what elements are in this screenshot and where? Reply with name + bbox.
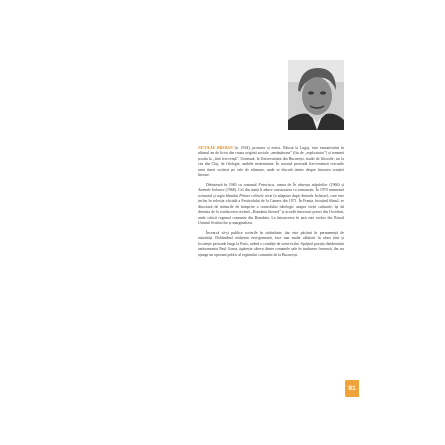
work-title: Animale bolnave — [198, 188, 225, 193]
paragraph-2-text: , urmat de — [274, 182, 293, 187]
paragraph-1-text: (n. 1934), prozator și eseist. Născut la Lugoj, este exmatriculat în ultimul an de liceu din cauza originii sociale „nesănătoase” (fiu de „exploatator”) și termină școala la „fără frecvență”. Urmează, la Universitatea din București, studii de filosofie, iar la cea din Cluj, de filologie, ambele neterminate. În această perioadă frecventează cercurile unor tineri scriitori pe cale de afirmare, unde se discută intens despre înnoirea creației literare. — [198, 146, 344, 178]
work-title: În absența stăpânilor — [292, 182, 328, 187]
paragraph-2-text: ), care este inclus în selecția oficială a Festivalului de la Cannes din 1971. În Franța, însoțind filmul, se disociază de măsurile de înăsprire a controlului ideologic asupra vieții culturale, își dă demisia de la conducerea revistei „România literară” și acordă interviuri presei din Occident, unde critică regimul comunist din România. La întoarcerea în țară este exclus din Biroul Uniunii Scriitorilor și marginalizat. — [198, 193, 344, 226]
body-text — [198, 146, 344, 262]
paragraph-2-text: (o adaptare după — [272, 193, 301, 198]
author-name: NICOLAE BREBAN — [198, 146, 233, 150]
author-portrait-photo — [288, 60, 344, 130]
work-title: Animale bolnave — [300, 193, 328, 198]
work-title: Francisca — [258, 182, 275, 187]
paragraph-2 — [198, 183, 344, 227]
portrait-image — [288, 60, 344, 130]
paragraph-1 — [198, 146, 344, 179]
paragraph-3-text: Încearcă să-și publice scrierile în străinătate, dar este păcănit în permanență de autorități. Dobândind cetățenia vest-germană, face mai multe călătorii în afara țării și locuiește perioade lungi la Paris, având o condiție de semi-exilat. Sprijină poziția disidentului anticomunist Paul Goma, tipărește câteva dintre romanele sale în traducere franceză, dar nu ajunge un opozant politic al regimului comunist de la București. — [198, 230, 344, 257]
paragraph-2-text: (1966) și — [327, 182, 344, 187]
work-title: Printre colinele verzi — [239, 193, 273, 198]
paragraph-2-text: Debutează în 1965 cu romanul — [206, 182, 259, 187]
paragraph-2-text: (1968). Cel din urmă îi aduce consacrarea ca romancier. În 1970 semnează scenariul și regia filmului — [198, 188, 344, 198]
page-number: 91 — [348, 385, 356, 392]
paragraph-3 — [198, 231, 344, 258]
